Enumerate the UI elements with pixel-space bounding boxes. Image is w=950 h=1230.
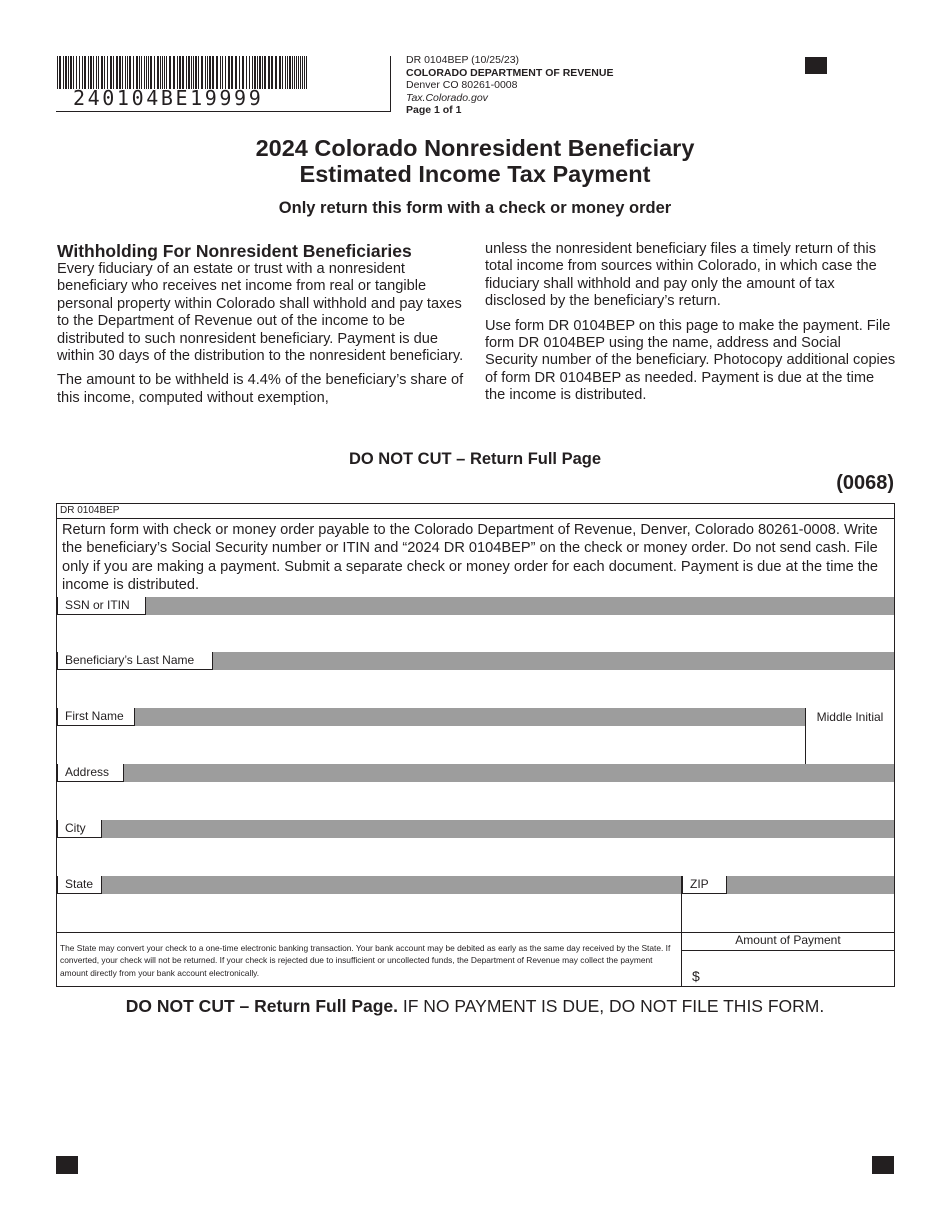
page-title — [0, 135, 950, 187]
barcode-bar — [104, 56, 105, 89]
barcode-bar — [254, 56, 256, 89]
barcode-bar — [205, 56, 206, 89]
city-label: City — [57, 820, 102, 838]
barcode-bar — [220, 56, 221, 89]
barcode-bar — [282, 56, 283, 89]
ssn-input[interactable] — [57, 615, 894, 652]
barcode-bar — [63, 56, 64, 89]
voucher-divider — [56, 518, 895, 519]
barcode-bar — [179, 56, 181, 89]
dollar-sign: $ — [692, 968, 700, 984]
barcode-bar — [235, 56, 237, 89]
barcode-bar — [68, 56, 69, 89]
page-subtitle: Only return this form with a check or money order — [278, 199, 672, 217]
barcode-bar — [125, 56, 126, 89]
barcode-bar — [252, 56, 253, 89]
header-divider — [390, 56, 391, 112]
registration-mark-top-right — [805, 57, 827, 74]
title-line-1: 2024 Colorado Nonresident Beneficiary — [255, 135, 695, 161]
barcode-bar — [164, 56, 165, 89]
address-label: Address — [57, 764, 124, 782]
barcode-bar — [302, 56, 303, 89]
middle-initial-input[interactable] — [806, 726, 894, 764]
barcode-bar — [65, 56, 67, 89]
barcode-bar — [150, 56, 152, 89]
barcode-bar — [119, 56, 121, 89]
barcode-bar — [144, 56, 145, 89]
barcode-bar — [88, 56, 89, 89]
footer-notice-text: IF NO PAYMENT IS DUE, DO NOT FILE THIS FORM. — [398, 996, 825, 1016]
registration-mark-bottom-right — [872, 1156, 894, 1174]
barcode-bar — [239, 56, 240, 89]
barcode-bar — [154, 56, 155, 89]
barcode-bar — [93, 56, 94, 89]
barcode-bar — [296, 56, 297, 89]
barcode-bar — [79, 56, 80, 89]
zip-input[interactable] — [682, 894, 894, 932]
barcode-bar — [173, 56, 175, 89]
barcode-bar — [246, 56, 247, 89]
footer-notice-bold: DO NOT CUT – Return Full Page. — [125, 996, 399, 1016]
barcode-bar — [133, 56, 134, 89]
last-name-input[interactable] — [57, 670, 894, 708]
page-number: Page 1 of 1 — [406, 104, 462, 116]
barcode-bar — [96, 56, 97, 89]
amount-input[interactable] — [704, 951, 894, 986]
barcode-bar — [207, 56, 208, 89]
department-website: Tax.Colorado.gov — [406, 91, 488, 104]
barcode-bar — [292, 56, 293, 89]
barcode-bar — [129, 56, 131, 89]
barcode-bar — [212, 56, 214, 89]
barcode-bar — [162, 56, 163, 89]
zip-label: ZIP — [682, 876, 727, 894]
state-label: State — [57, 876, 102, 894]
city-header-bar — [57, 820, 894, 838]
barcode-bar — [157, 56, 159, 89]
department-address: Denver CO 80261-0008 — [406, 79, 518, 91]
barcode-bar — [146, 56, 147, 89]
barcode-divider — [56, 111, 391, 112]
barcode-bar — [216, 56, 218, 89]
barcode-bar — [222, 56, 223, 89]
barcode-bar — [289, 56, 291, 89]
middle-initial-label: Middle Initial — [805, 708, 894, 726]
instructions-heading: Withholding For Nonresident Beneficiaries — [57, 241, 412, 261]
barcode-bar — [228, 56, 230, 89]
barcode-bar — [116, 56, 118, 89]
barcode-bar — [90, 56, 92, 89]
barcode-bar — [76, 56, 77, 89]
barcode-bar — [298, 56, 299, 89]
barcode-bar — [101, 56, 103, 89]
voucher-form-id: DR 0104BEP — [60, 505, 120, 516]
footer-notice — [0, 996, 950, 1017]
barcode-bar — [82, 56, 83, 89]
barcode-bar — [198, 56, 199, 89]
instructions-paragraph-4: Use form DR 0104BEP on this page to make the payment. File form DR 0104BEP using the name, address and Social Security number of the beneficiary. Photocopy additional copies of form DR 0104BEP as needed. Payment is due at the time the income is distributed. — [485, 317, 896, 404]
barcode-bar — [304, 56, 305, 89]
state-zip-header-bar — [57, 876, 894, 894]
barcode-bar — [59, 56, 61, 89]
barcode-bar — [136, 56, 138, 89]
department-name: COLORADO DEPARTMENT OF REVENUE — [406, 66, 614, 79]
barcode-bar — [195, 56, 197, 89]
barcode-bar — [257, 56, 258, 89]
instructions-right-column — [485, 241, 897, 412]
voucher-instructions: Return form with check or money order payable to the Colorado Department of Revenue, Denver, Colorado 80261-0008. Write the beneficiary’s Social Security number or ITIN and “2024 DR 0104BEP” on the check or money order. Do not send cash. File only if you are making a payment. Submit a separate check or money order for each document. Payment is due at the time the income is distributed. — [62, 522, 879, 594]
barcode-bar — [271, 56, 273, 89]
ssn-label: SSN or ITIN — [57, 597, 146, 615]
address-input[interactable] — [57, 782, 894, 820]
electronic-check-disclaimer: The State may convert your check to a one-time electronic banking transaction. Your bank account may be debited as early as the same day received by the State. If converted, your check will not be returned. If your check is rejected due to insufficient or uncollected funds, the Department of Revenue may collect the payment amount directly from your bank account electronically. — [60, 943, 671, 978]
barcode-bar — [139, 56, 140, 89]
barcode-bar — [84, 56, 86, 89]
barcode-bar — [57, 56, 58, 89]
barcode — [57, 56, 309, 89]
address-header-bar — [57, 764, 894, 782]
barcode-bar — [127, 56, 128, 89]
barcode-bar — [188, 56, 190, 89]
barcode-bar — [98, 56, 99, 89]
barcode-bar — [186, 56, 187, 89]
barcode-bar — [193, 56, 194, 89]
barcode-bar — [294, 56, 295, 89]
barcode-bar — [231, 56, 233, 89]
barcode-bar — [148, 56, 149, 89]
barcode-bar — [262, 56, 263, 89]
title-line-2: Estimated Income Tax Payment — [299, 161, 651, 187]
barcode-bar — [73, 56, 74, 89]
barcode-bar — [285, 56, 286, 89]
instructions-paragraph-2: The amount to be withheld is 4.4% of the beneficiary’s share of this income, computed without exemption, — [57, 372, 464, 406]
form-revision: DR 0104BEP (10/25/23) — [406, 54, 520, 66]
do-not-cut-notice: DO NOT CUT – Return Full Page — [348, 450, 602, 468]
barcode-bar — [242, 56, 244, 89]
barcode-bar — [264, 56, 266, 89]
instructions-left-column — [57, 241, 469, 414]
barcode-bar — [177, 56, 178, 89]
barcode-bar — [70, 56, 72, 89]
last-name-label: Beneficiary’s Last Name — [57, 652, 213, 670]
form-code: (0068) — [836, 472, 894, 494]
barcode-bar — [107, 56, 108, 89]
first-name-label: First Name — [57, 708, 135, 726]
city-input[interactable] — [57, 838, 894, 876]
barcode-bar — [306, 56, 307, 89]
barcode-bar — [182, 56, 184, 89]
disclaimer-divider — [57, 932, 681, 933]
barcode-bar — [268, 56, 270, 89]
barcode-bar — [300, 56, 301, 89]
barcode-bar — [201, 56, 203, 89]
barcode-bar — [249, 56, 250, 89]
first-name-header-bar — [57, 708, 894, 726]
instructions-paragraph-3: unless the nonresident beneficiary files a timely return of this total income from sources within Colorado, in which case the fiduciary shall withhold and pay only the amount of tax disclosed by the beneficiary’s return. — [485, 241, 877, 310]
state-input[interactable] — [57, 894, 681, 932]
barcode-bar — [279, 56, 281, 89]
barcode-number: 240104BE19999 — [73, 86, 264, 110]
first-name-input[interactable] — [57, 726, 805, 764]
barcode-bar — [160, 56, 161, 89]
barcode-bar — [166, 56, 167, 89]
barcode-bar — [141, 56, 142, 89]
ssn-header-bar — [57, 597, 894, 615]
barcode-bar — [209, 56, 211, 89]
registration-mark-bottom-left — [56, 1156, 78, 1174]
instructions-paragraph-1: Every fiduciary of an estate or trust with a nonresident beneficiary who receives net income from real or tangible personal property within Colorado shall withhold and pay taxes to the Department of Revenue out of the income to be distributed to such nonresident beneficiary. Payment is due within 30 days of the distribution to the nonresident beneficiary. — [57, 261, 464, 365]
barcode-bar — [259, 56, 261, 89]
barcode-bar — [113, 56, 114, 89]
barcode-bar — [110, 56, 112, 89]
amount-label: Amount of Payment — [735, 933, 841, 947]
barcode-bar — [169, 56, 171, 89]
barcode-bar — [275, 56, 277, 89]
barcode-bar — [122, 56, 123, 89]
barcode-bar — [191, 56, 192, 89]
barcode-bar — [225, 56, 226, 89]
header-info — [406, 54, 613, 117]
barcode-bar — [287, 56, 288, 89]
